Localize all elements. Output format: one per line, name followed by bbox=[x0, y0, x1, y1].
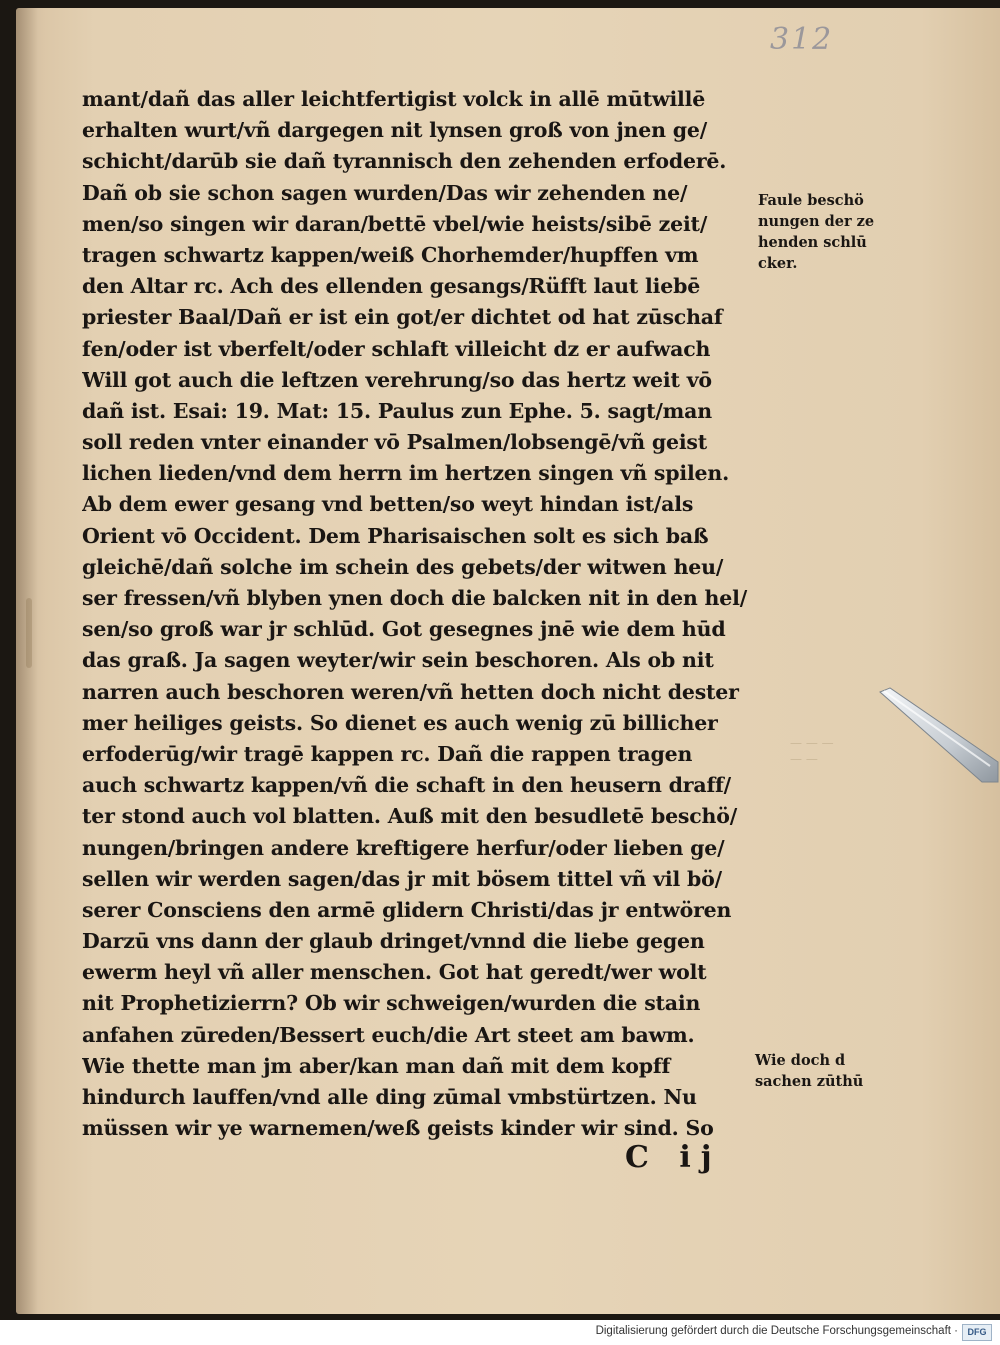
text-line: narren auch beschoren weren/vñ hetten doch nicht dester bbox=[82, 679, 739, 704]
text-line: serer Consciens den armē glidern Christi/das jr entwören bbox=[82, 897, 732, 922]
bleed-through-text: — — — — — bbox=[790, 736, 834, 766]
text-line: nungen/bringen andere kreftigere herfur/oder lieben ge/ bbox=[82, 835, 725, 860]
text-line: anfahen zūreden/Bessert euch/die Art steet am bawm. bbox=[82, 1022, 695, 1047]
margin-note-line: Wie doch d bbox=[755, 1052, 846, 1069]
margin-note-line: henden schlū bbox=[758, 234, 867, 251]
margin-note-line: cker. bbox=[758, 255, 798, 272]
text-line: schicht/darūb sie dañ tyrannisch den zehenden erfoderē. bbox=[82, 149, 727, 174]
folio-number: 312 bbox=[770, 22, 834, 57]
text-line: soll reden vnter einander vō Psalmen/lobsengē/vñ geist bbox=[82, 430, 708, 455]
text-line: Dañ ob sie schon sagen wurden/Das wir zehenden ne/ bbox=[82, 180, 688, 205]
text-line: men/so singen wir daran/bettē vbel/wie heists/sibē zeit/ bbox=[82, 211, 708, 236]
signature-mark: C ij bbox=[625, 1140, 722, 1175]
text-line: sellen wir werden sagen/das jr mit bösem tittel vñ vil bö/ bbox=[82, 866, 722, 891]
text-line: erfoderūg/wir tragē kappen rc. Dañ die rappen tragen bbox=[82, 741, 693, 766]
margin-note-line: Faule beschö bbox=[758, 192, 864, 209]
text-line: tragen schwartz kappen/weiß Chorhemder/hupffen vm bbox=[82, 242, 699, 267]
text-line: hindurch lauffen/vnd alle ding zūmal vmbstürtzen. Nu bbox=[82, 1085, 697, 1109]
body-text bbox=[82, 84, 772, 1144]
text-line: nit Prophetizierrn? Ob wir schweigen/wurden die stain bbox=[82, 991, 701, 1016]
text-line: Ab dem ewer gesang vnd betten/so weyt hindan ist/als bbox=[82, 492, 694, 517]
text-line: ser fressen/vñ blyben ynen doch die balcken nit in den hel/ bbox=[82, 586, 747, 610]
text-line: priester Baal/Dañ er ist ein got/er dichtet od hat zūschaf bbox=[82, 305, 723, 330]
dfg-logo: DFG bbox=[962, 1324, 992, 1341]
text-line: Wie thette man jm aber/kan man dañ mit dem kopff bbox=[82, 1053, 671, 1078]
text-line: ter stond auch vol blatten. Auß mit den besudletē beschö/ bbox=[82, 804, 738, 829]
text-line: lichen lieden/vnd dem herrn im hertzen singen vñ spilen. bbox=[82, 461, 730, 486]
text-line: den Altar rc. Ach des ellenden gesangs/Rüfft laut liebē bbox=[82, 274, 701, 299]
text-line: fen/oder ist vberfelt/oder schlaft villeicht dz er aufwach bbox=[82, 336, 711, 361]
margin-note-1 bbox=[758, 190, 874, 274]
text-line: mant/dañ das aller leichtfertigist volck in allē mūtwillē bbox=[82, 87, 706, 111]
footer-bar bbox=[0, 1320, 1000, 1345]
text-line: Orient vō Occident. Dem Pharisaischen solt es sich baß bbox=[82, 523, 709, 548]
pointer-stick-icon bbox=[878, 686, 1000, 784]
margin-note-line: sachen zūthū bbox=[755, 1073, 864, 1090]
text-line: müssen wir ye warnemen/weß geists kinder wir sind. So bbox=[82, 1116, 714, 1141]
text-line: erhalten wurt/vñ dargegen nit lynsen groß von jnen ge/ bbox=[82, 118, 707, 143]
text-line: Will got auch die leftzen verehrung/so das hertz weit vō bbox=[82, 367, 712, 392]
margin-note-line: nungen der ze bbox=[758, 213, 875, 230]
text-line: Darzū vns dann der glaub dringet/vnnd die liebe gegen bbox=[82, 929, 705, 954]
page-fold bbox=[26, 598, 32, 668]
text-line: mer heiliges geists. So dienet es auch wenig zū billicher bbox=[82, 710, 718, 735]
text-line: das graß. Ja sagen weyter/wir sein beschoren. Als ob nit bbox=[82, 648, 714, 673]
text-line: auch schwartz kappen/vñ die schaft in den heusern draff/ bbox=[82, 773, 731, 798]
text-line: ewerm heyl vñ aller menschen. Got hat geredt/wer wolt bbox=[82, 960, 707, 985]
text-line: gleichē/dañ solche im schein des gebets/der witwen heu/ bbox=[82, 554, 724, 579]
margin-note-2 bbox=[755, 1050, 863, 1092]
funding-credit: Digitalisierung gefördert durch die Deutsche Forschungsgemeinschaft · bbox=[595, 1325, 958, 1337]
text-line: sen/so groß war jr schlūd. Got gesegnes jnē wie dem hūd bbox=[82, 617, 726, 642]
text-line: dañ ist. Esai: 19. Mat: 15. Paulus zun Ephe. 5. sagt/man bbox=[82, 398, 712, 423]
